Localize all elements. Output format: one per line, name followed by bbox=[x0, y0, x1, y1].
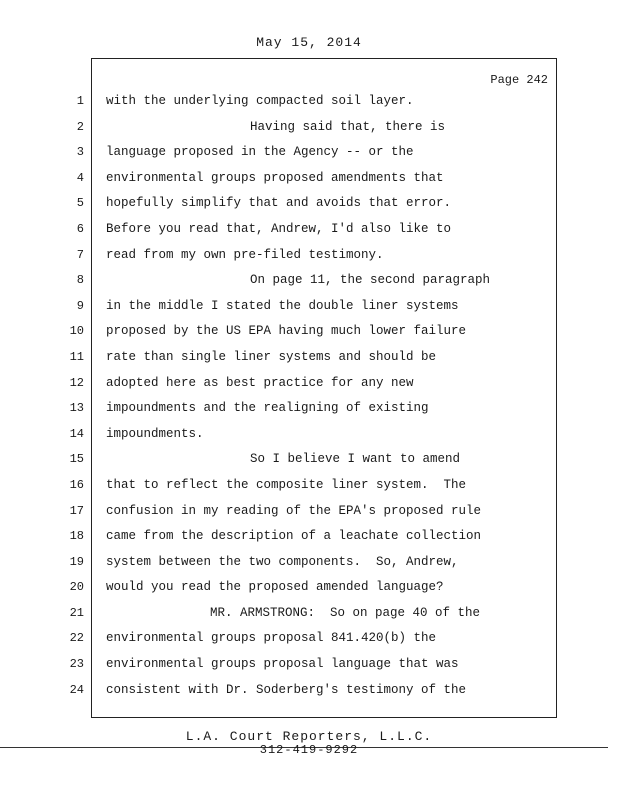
line-number: 13 bbox=[69, 401, 84, 416]
line-number: 23 bbox=[69, 657, 84, 672]
transcript-line: adopted here as best practice for any new bbox=[106, 375, 414, 390]
line-number: 19 bbox=[69, 554, 84, 569]
line-number: 17 bbox=[69, 503, 84, 518]
transcript-line: read from my own pre-filed testimony. bbox=[106, 247, 384, 262]
line-number: 15 bbox=[69, 452, 84, 467]
line-number: 7 bbox=[76, 247, 84, 262]
transcript-line: that to reflect the composite liner system. The bbox=[106, 477, 467, 492]
line-number: 20 bbox=[69, 580, 84, 595]
court-reporter-phone: 312-419-9292 bbox=[259, 743, 359, 757]
line-number: 11 bbox=[69, 349, 84, 364]
line-number: 9 bbox=[76, 298, 84, 313]
transcript-line: would you read the proposed amended language? bbox=[106, 580, 444, 595]
transcript-line: environmental groups proposal 841.420(b) the bbox=[106, 631, 437, 646]
court-reporter-name: L.A. Court Reporters, L.L.C. bbox=[185, 729, 433, 744]
transcript-line: in the middle I stated the double liner systems bbox=[106, 298, 459, 313]
transcript-line: proposed by the US EPA having much lower failure bbox=[106, 324, 467, 339]
line-number: 21 bbox=[69, 605, 84, 620]
transcript-line: Having said that, there is bbox=[250, 119, 446, 134]
transcript-line: Before you read that, Andrew, I'd also like to bbox=[106, 221, 452, 236]
transcript-line: confusion in my reading of the EPA's proposed rule bbox=[106, 503, 482, 518]
transcript-line: came from the description of a leachate collection bbox=[106, 529, 482, 544]
page-label: Page 242 bbox=[490, 73, 548, 87]
line-number: 5 bbox=[76, 196, 84, 211]
transcript-line: consistent with Dr. Soderberg's testimony of the bbox=[106, 682, 467, 697]
transcript-lines bbox=[106, 89, 546, 703]
line-number: 1 bbox=[76, 94, 84, 108]
transcript-line: MR. ARMSTRONG: So on page 40 of the bbox=[210, 605, 481, 620]
transcript-date: May 15, 2014 bbox=[256, 35, 362, 50]
line-number: 24 bbox=[69, 682, 84, 697]
transcript-line: language proposed in the Agency -- or the bbox=[106, 145, 414, 160]
transcript-line: with the underlying compacted soil layer. bbox=[106, 94, 414, 108]
transcript-line: rate than single liner systems and should be bbox=[106, 349, 437, 364]
line-number: 14 bbox=[69, 426, 84, 441]
line-number: 4 bbox=[76, 170, 84, 185]
line-number: 8 bbox=[76, 273, 84, 288]
line-numbers bbox=[56, 89, 84, 703]
line-number: 12 bbox=[69, 375, 84, 390]
line-number: 18 bbox=[69, 529, 84, 544]
line-number: 2 bbox=[76, 119, 84, 134]
line-number: 16 bbox=[69, 477, 84, 492]
line-number: 3 bbox=[76, 145, 84, 160]
transcript-line: On page 11, the second paragraph bbox=[250, 273, 491, 288]
transcript-line: environmental groups proposal language that was bbox=[106, 657, 459, 672]
line-number: 6 bbox=[76, 221, 84, 236]
transcript-line: environmental groups proposed amendments that bbox=[106, 170, 444, 185]
transcript-line: system between the two components. So, Andrew, bbox=[106, 554, 459, 569]
line-number: 10 bbox=[69, 324, 84, 339]
transcript-line: hopefully simplify that and avoids that error. bbox=[106, 196, 452, 211]
transcript-line: impoundments and the realigning of existing bbox=[106, 401, 429, 416]
transcript-line: impoundments. bbox=[106, 426, 204, 441]
line-number: 22 bbox=[69, 631, 84, 646]
transcript-line: So I believe I want to amend bbox=[250, 452, 461, 467]
